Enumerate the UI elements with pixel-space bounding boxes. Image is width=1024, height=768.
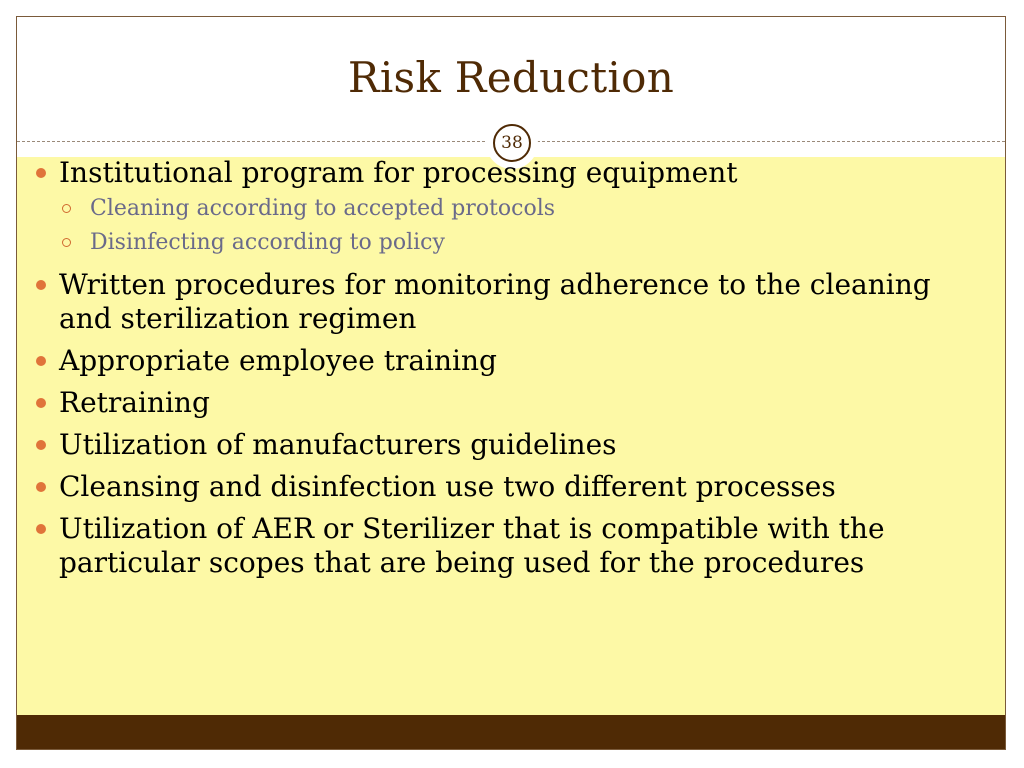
bullet-item bbox=[32, 156, 932, 260]
page-number: 38 bbox=[493, 124, 531, 162]
bullet-dot-icon bbox=[36, 524, 46, 534]
bullet-item bbox=[32, 428, 932, 462]
bullet-item bbox=[32, 386, 932, 420]
bullet-text: Cleansing and disinfection use two different processes bbox=[59, 470, 836, 503]
slide-title: Risk Reduction bbox=[347, 53, 675, 102]
bullet-text: Utilization of manufacturers guidelines bbox=[59, 428, 617, 461]
bullet-list bbox=[32, 156, 932, 588]
sub-bullet-item bbox=[59, 226, 932, 260]
bullet-item bbox=[32, 344, 932, 378]
bullet-item bbox=[32, 470, 932, 504]
sub-bullet-ring-icon bbox=[62, 238, 71, 247]
bullet-dot-icon bbox=[36, 356, 46, 366]
bullet-text: Institutional program for processing equipment bbox=[59, 156, 738, 189]
bullet-text: Written procedures for monitoring adherence to the cleaning and sterilization regimen bbox=[59, 268, 931, 335]
bullet-dot-icon bbox=[36, 280, 46, 290]
bullet-dot-icon bbox=[36, 398, 46, 408]
bullet-dot-icon bbox=[36, 482, 46, 492]
sub-bullet-list bbox=[59, 192, 932, 260]
bullet-text: Utilization of AER or Sterilizer that is compatible with the particular scopes that are being used for the procedures bbox=[59, 512, 885, 579]
bullet-dot-icon bbox=[36, 440, 46, 450]
sub-bullet-text: Cleaning according to accepted protocols bbox=[90, 196, 556, 221]
sub-bullet-text: Disinfecting according to policy bbox=[90, 230, 445, 255]
bullet-dot-icon bbox=[36, 168, 46, 178]
bullet-text: Appropriate employee training bbox=[59, 344, 497, 377]
sub-bullet-item bbox=[59, 192, 932, 226]
bullet-text: Retraining bbox=[59, 386, 210, 419]
footer-bar bbox=[17, 715, 1005, 749]
bullet-item bbox=[32, 512, 932, 580]
bullet-item bbox=[32, 268, 932, 336]
sub-bullet-ring-icon bbox=[62, 204, 71, 213]
